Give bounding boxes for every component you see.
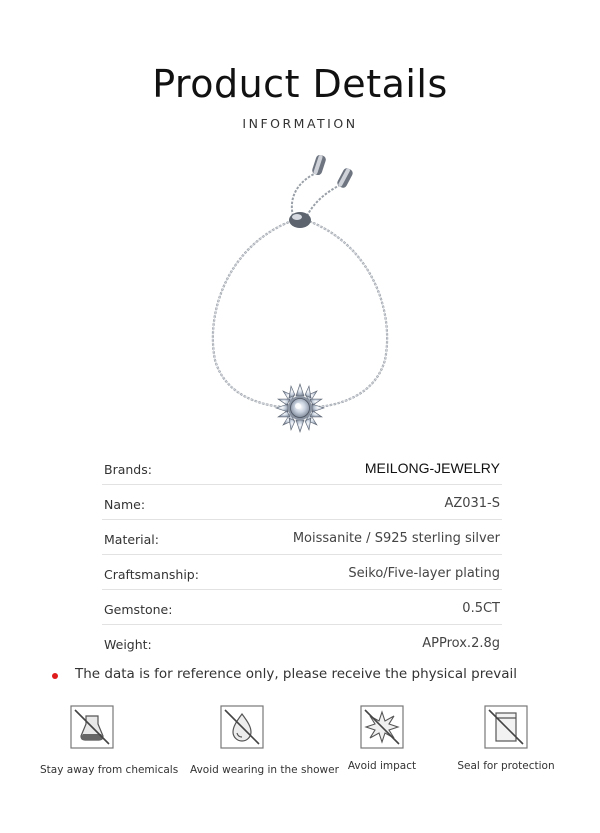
spec-label: Brands: bbox=[104, 462, 152, 477]
sealed-bag-icon bbox=[483, 704, 529, 750]
care-item-impact bbox=[330, 704, 434, 784]
spec-label: Material: bbox=[104, 532, 159, 547]
disclaimer-text: The data is for reference only, please receive the physical prevail bbox=[75, 666, 518, 682]
red-dot-icon bbox=[52, 673, 58, 679]
care-caption: Avoid impact bbox=[347, 760, 417, 772]
spec-row-gemstone bbox=[102, 590, 502, 625]
care-item-shower bbox=[190, 704, 339, 784]
spec-row-name bbox=[102, 485, 502, 520]
care-caption: Seal for protection bbox=[457, 760, 555, 772]
page-subtitle: INFORMATION bbox=[242, 116, 358, 131]
spec-table bbox=[102, 450, 502, 659]
disclaimer-note bbox=[52, 666, 552, 686]
spec-label: Craftsmanship: bbox=[104, 567, 199, 582]
spec-row-craftsmanship bbox=[102, 555, 502, 590]
spec-value: MEILONG-JEWELRY bbox=[364, 460, 500, 476]
spec-value: Moissanite / S925 sterling silver bbox=[292, 531, 500, 546]
care-item-seal bbox=[454, 704, 558, 784]
care-caption: Avoid wearing in the shower bbox=[190, 764, 339, 776]
page-title: Product Details bbox=[152, 62, 448, 106]
no-impact-icon bbox=[359, 704, 405, 750]
spec-row-material bbox=[102, 520, 502, 555]
spec-value: Seiko/Five-layer plating bbox=[348, 566, 500, 581]
spec-value: APProx.2.8g bbox=[422, 636, 500, 651]
spec-label: Name: bbox=[104, 497, 146, 512]
no-shower-icon bbox=[219, 704, 265, 750]
no-chemicals-icon bbox=[69, 704, 115, 750]
care-caption: Stay away from chemicals bbox=[40, 764, 179, 776]
care-item-chemicals bbox=[40, 704, 179, 784]
spec-label: Gemstone: bbox=[104, 602, 173, 617]
spec-row-brand bbox=[102, 450, 502, 485]
spec-label: Weight: bbox=[104, 637, 152, 652]
spec-row-weight bbox=[102, 625, 502, 659]
spec-value: 0.5CT bbox=[462, 601, 500, 616]
spec-value: AZ031-S bbox=[444, 496, 500, 511]
bracelet-image bbox=[190, 150, 410, 440]
